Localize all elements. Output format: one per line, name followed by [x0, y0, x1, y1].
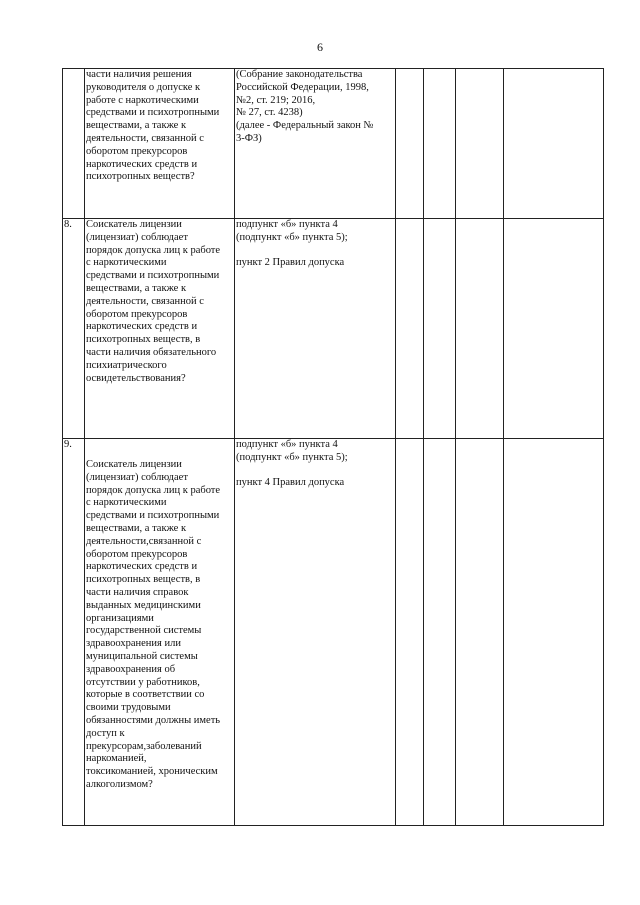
question-line: психотропных веществ?: [86, 171, 195, 183]
checklist-table: [62, 68, 604, 826]
question-line: психотропных веществ, в: [86, 574, 201, 586]
row-number-cell: 8.: [63, 219, 85, 439]
row-number-cell: 9.: [63, 439, 85, 826]
answer-no-cell[interactable]: [424, 219, 456, 439]
question-cell: [85, 439, 235, 826]
answer-yes-cell[interactable]: [396, 439, 424, 826]
question-line: муниципальной системы: [86, 650, 198, 662]
question-line: части наличия обязательного: [86, 346, 217, 358]
question-line: психиатрического: [86, 359, 167, 371]
reference-line: 3-ФЗ): [236, 132, 262, 144]
question-line: организациями: [86, 612, 154, 624]
question-line: наркотических средств и: [86, 321, 198, 333]
question-line: оборотом прекурсоров: [86, 308, 188, 320]
reference-line: (Собрание законодательства: [236, 69, 363, 80]
question-line: веществами, а также к: [86, 522, 187, 534]
question-line: Соискатель лицензии: [86, 219, 182, 230]
question-line: освидетельствования?: [86, 372, 186, 384]
question-line: деятельности, связанной с: [86, 132, 204, 144]
answer-yes-cell[interactable]: [396, 69, 424, 219]
question-line: Соискатель лицензии: [86, 459, 182, 470]
question-line: которые в соответствии со: [86, 689, 205, 701]
reference-line: (подпункт «б» пункта 5);: [236, 451, 348, 463]
question-line: обязанностями должны иметь: [86, 714, 221, 726]
answer-no-cell[interactable]: [424, 439, 456, 826]
reference-line: пункт 2 Правил допуска: [236, 256, 345, 268]
question-line: деятельности, связанной с: [86, 295, 204, 307]
answer-na-cell[interactable]: [456, 69, 504, 219]
page-number: 6: [317, 40, 323, 54]
question-line: (лицензиат) соблюдает: [86, 471, 188, 483]
question-line: токсикоманией, хроническим: [86, 766, 218, 778]
question-line: средствами и психотропными: [86, 270, 220, 282]
answer-yes-cell[interactable]: [396, 219, 424, 439]
question-cell: [85, 219, 235, 439]
question-line: здравоохранения или: [86, 638, 181, 650]
notes-cell[interactable]: [504, 439, 604, 826]
answer-na-cell[interactable]: [456, 219, 504, 439]
question-line: оборотом прекурсоров: [86, 145, 188, 157]
question-line: средствами и психотропными: [86, 510, 220, 522]
question-line: алкоголизмом?: [86, 778, 153, 790]
legal-reference-cell: [235, 439, 396, 826]
table-row: [63, 69, 604, 219]
reference-line: подпункт «б» пункта 4: [236, 219, 338, 230]
question-line: (лицензиат) соблюдает: [86, 231, 188, 243]
reference-line: № 27, ст. 4238): [236, 107, 303, 119]
reference-line: подпункт «б» пункта 4: [236, 439, 338, 450]
question-line: выданных медицинскими: [86, 599, 201, 611]
question-line: веществами, а также к: [86, 120, 187, 132]
reference-line: Российской Федерации, 1998,: [236, 81, 369, 93]
table-row: [63, 219, 604, 439]
legal-reference-cell: [235, 69, 396, 219]
legal-reference-cell: [235, 219, 396, 439]
question-line: с наркотическими: [86, 497, 167, 509]
question-line: отсутствии у работников,: [86, 676, 200, 688]
question-line: своими трудовыми: [86, 702, 171, 714]
question-line: доступ к: [86, 727, 125, 739]
answer-na-cell[interactable]: [456, 439, 504, 826]
question-line: веществами, а также к: [86, 282, 187, 294]
question-line: порядок допуска лиц к работе: [86, 484, 221, 496]
question-line: здравоохранения об: [86, 663, 176, 675]
row-number-cell: [63, 69, 85, 219]
table-row: [63, 439, 604, 826]
question-line: работе с наркотическими: [86, 94, 199, 106]
notes-cell[interactable]: [504, 219, 604, 439]
answer-no-cell[interactable]: [424, 69, 456, 219]
notes-cell[interactable]: [504, 69, 604, 219]
reference-line: пункт 4 Правил допуска: [236, 476, 345, 488]
reference-line: (далее - Федеральный закон №: [236, 120, 374, 132]
reference-line: №2, ст. 219; 2016,: [236, 94, 316, 106]
question-line: наркотических средств и: [86, 561, 198, 573]
question-line: психотропных веществ, в: [86, 334, 201, 346]
question-cell: [85, 69, 235, 219]
question-line: наркотических средств и: [86, 158, 198, 170]
question-line: деятельности,связанной с: [86, 535, 202, 547]
question-line: части наличия справок: [86, 586, 189, 598]
question-line: порядок допуска лиц к работе: [86, 244, 221, 256]
question-line: средствами и психотропными: [86, 107, 220, 119]
question-line: части наличия решения: [86, 69, 192, 80]
question-line: государственной системы: [86, 625, 202, 637]
question-line: оборотом прекурсоров: [86, 548, 188, 560]
question-line: руководителя о допуске к: [86, 81, 201, 93]
reference-line: (подпункт «б» пункта 5);: [236, 231, 348, 243]
question-line: прекурсорам,заболеваний: [86, 740, 202, 752]
question-line: с наркотическими: [86, 257, 167, 269]
question-line: наркоманией,: [86, 753, 147, 765]
